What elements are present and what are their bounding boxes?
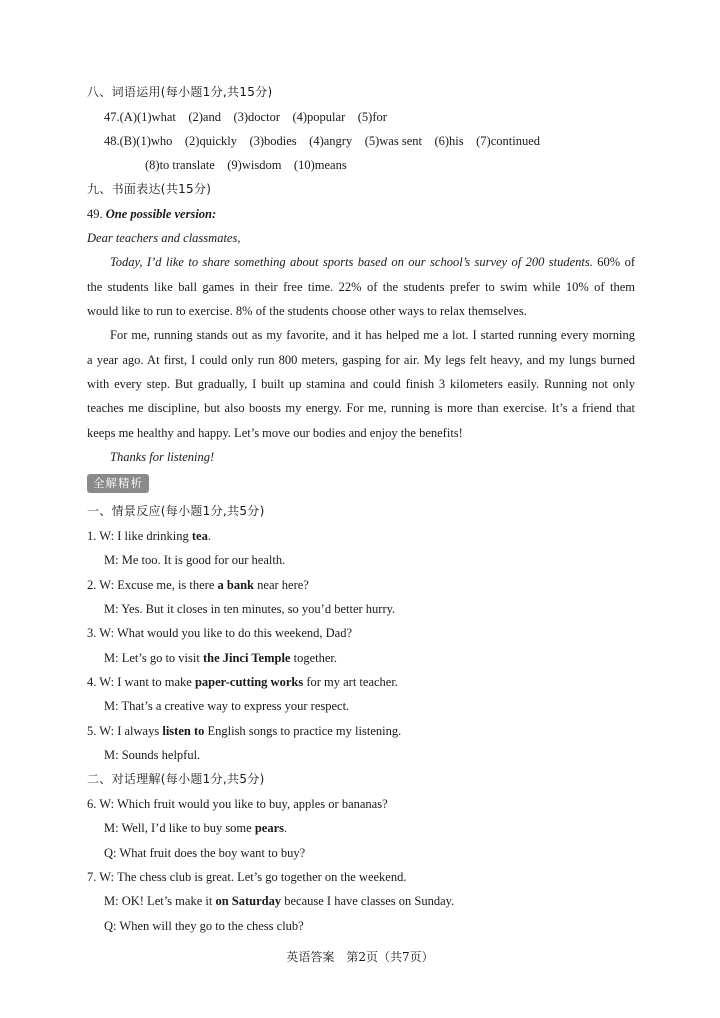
essay-p2-line-1: For me, running stands out as my favorite, and it has helped me a lot. I started running every morning <box>110 328 635 342</box>
transcript-2-m: M: Yes. But it closes in ten minutes, so you’d better hurry. <box>104 602 396 616</box>
question-number: 49. <box>87 207 103 221</box>
transcript-5-w <box>87 723 635 739</box>
essay-p2-line-5: keeps me healthy and happy. Let’s move our bodies and enjoy the benefits! <box>87 426 463 440</box>
essay-p1-line-2: the students like ball games in their free time. 22% of the students prefer to swim while 10% of them <box>87 280 635 294</box>
answer-49-header <box>87 206 635 222</box>
essay-p1-line-3: would like to run to exercise. 8% of the students choose other ways to relax themselves. <box>87 304 527 318</box>
section-8-heading: 八、词语运用(每小题1分,共15分) <box>87 85 273 99</box>
transcript-6-m <box>104 820 635 836</box>
transcript-7-m <box>104 893 635 909</box>
transcript-6-q: Q: What fruit does the boy want to buy? <box>104 846 306 860</box>
transcript-text: for my art teacher. <box>303 675 398 689</box>
transcript-text: . <box>284 821 288 835</box>
key-answer: on Saturday <box>215 894 282 908</box>
essay-p2-line-3: with every step. But gradually, I built up stamina and could finish 3 kilometers easily. Running not only <box>87 377 635 391</box>
transcript-text: together. <box>290 651 337 665</box>
key-answer: paper-cutting works <box>194 675 304 689</box>
page-footer: 英语答案 第2页（共7页） <box>286 950 434 964</box>
part-2-heading: 二、对话理解(每小题1分,共5分) <box>87 772 265 786</box>
letter-salutation: Dear teachers and classmates, <box>87 231 241 245</box>
transcript-text: English songs to practice my listening. <box>204 724 402 738</box>
essay-italic-intro: Today, I’d like to share something about sports based on our school’s survey of 200 students. <box>110 255 593 269</box>
transcript-text: near here? <box>254 578 309 592</box>
transcript-text: 2. W: Excuse me, is there <box>87 578 218 592</box>
transcript-text: 5. W: I always <box>87 724 163 738</box>
essay-p2-line-2: a year ago. At first, I could only run 800 meters, gasping for air. My legs felt heavy, and my lungs burned <box>87 353 635 367</box>
answer-48-line-2: (8)to translate (9)wisdom (10)means <box>145 158 347 172</box>
transcript-text: . <box>207 529 211 543</box>
section-9-heading: 九、书面表达(共15分) <box>87 182 212 196</box>
part-1-heading: 一、情景反应(每小题1分,共5分) <box>87 504 265 518</box>
transcript-3-m <box>104 650 635 666</box>
transcript-text: 1. W: I like drinking <box>87 529 192 543</box>
essay-p2-line-4: teaches me discipline, but also boosts my energy. For me, running is more than exercise. It’s a friend that <box>87 401 635 415</box>
transcript-text: M: OK! Let’s make it <box>104 894 216 908</box>
key-answer: pears <box>254 821 285 835</box>
transcript-1-m: M: Me too. It is good for our health. <box>104 553 286 567</box>
transcript-4-m: M: That’s a creative way to express your respect. <box>104 699 350 713</box>
transcript-1-w <box>87 528 635 544</box>
answer-48-line-1: 48.(B)(1)who (2)quickly (3)bodies (4)angry (5)was sent (6)his (7)continued <box>104 134 541 148</box>
transcript-7-q: Q: When will they go to the chess club? <box>104 919 304 933</box>
essay-p1-line-1 <box>110 254 635 270</box>
analysis-badge: 全解精析 <box>87 474 149 493</box>
version-label: One possible version: <box>105 207 217 221</box>
transcript-text: M: Let’s go to visit <box>104 651 203 665</box>
transcript-2-w <box>87 577 635 593</box>
answer-47: 47.(A)(1)what (2)and (3)doctor (4)popular (5)for <box>104 110 387 124</box>
letter-closing: Thanks for listening! <box>110 450 215 464</box>
transcript-6-w: 6. W: Which fruit would you like to buy, apples or bananas? <box>87 797 388 811</box>
transcript-5-m: M: Sounds helpful. <box>104 748 201 762</box>
transcript-7-w: 7. W: The chess club is great. Let’s go together on the weekend. <box>87 870 407 884</box>
transcript-4-w <box>87 674 635 690</box>
transcript-3-w: 3. W: What would you like to do this weekend, Dad? <box>87 626 352 640</box>
key-answer: listen to <box>162 724 205 738</box>
key-answer: tea <box>191 529 208 543</box>
transcript-text: M: Well, I’d like to buy some <box>104 821 255 835</box>
key-answer: a bank <box>217 578 255 592</box>
essay-text: 60% of <box>597 255 636 269</box>
key-answer: the Jinci Temple <box>202 651 291 665</box>
transcript-text: because I have classes on Sunday. <box>281 894 455 908</box>
transcript-text: 4. W: I want to make <box>87 675 195 689</box>
